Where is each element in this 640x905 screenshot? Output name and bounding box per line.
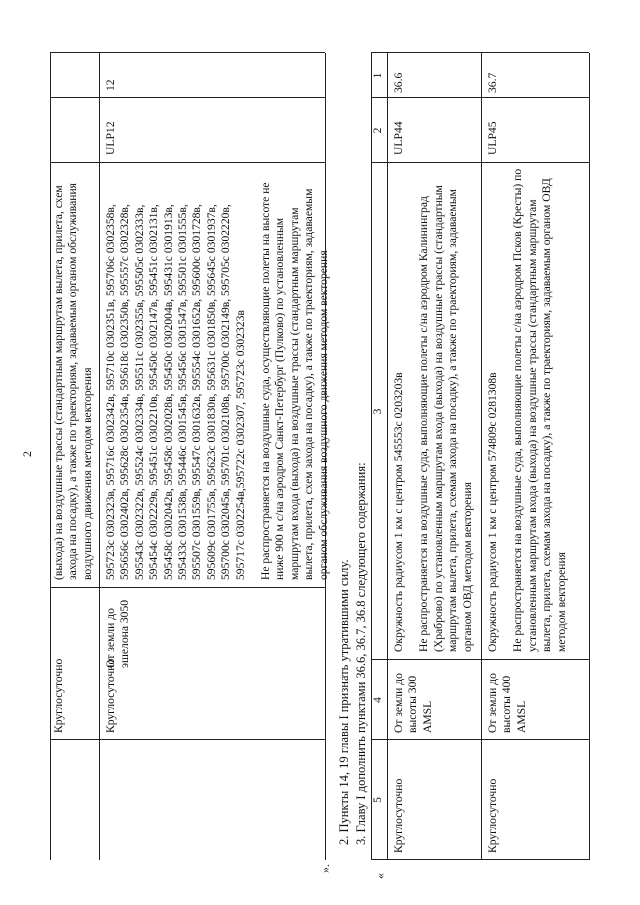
table2-row1-description xyxy=(392,168,475,652)
table1-top-text: (выхода) на воздушные трассы (стандартным маршрутам вылета, прилета, схем захода на посадку), а также по траекториям, задаваемым органом обслуживания воздушного движения методом векторения xyxy=(52,182,94,580)
table2-header-4: 4 xyxy=(372,697,384,703)
table2-row1-circle: Окружность радиусом 1 км с центром 545553c 0203203в xyxy=(392,372,405,652)
table1-coordinates: 595723c 0302323в, 595716c 0302342в, 595710c 0302351в, 595706c 0302358в, 595656c 0302402в, 595628c 0302354в, 595618c 0302350в, 595557c 0302328в, 595543c 0302322в, 595524c 0302334в, 595511c 0302355в, 595505c 0302333в, 595454c 0302229в, 595451c 0302210в, 595450c 0302147в, 595451c 0302131в, 595458c 0302042в, 595458c 0302028в, 595450c 0302004в, 595431c 0301913в, 595433c 0301538в, 595446c 0301545в, 595456c 0301547в, 595501c 0301555в, 595507c 0301559в, 595547c 0301632в, 595554c 0301652в, 595600c 0301728в, 595609c 0301755в, 595623c 0301830в, 595631c 0301850в, 595645c 0301937в, 595700c 0302045в, 595701c 0302108в, 595700c 0302149в, 595705c 0302220в, 595717c 0302254в,595722c 0302307, 595723c 0302323в xyxy=(104,204,247,580)
table2-row1-mode: Круглосуточно xyxy=(392,778,405,853)
table2-header-5: 5 xyxy=(372,797,384,803)
table2-bottom-border xyxy=(589,53,590,860)
table1-row-num: 12 xyxy=(104,79,117,91)
table2-row2-exception: Не распространяется на воздушные суда, выполняющие полеты с/на аэродром Псков (Кресты) по установленным маршрутам входа (выхода) на воздушные трассы (стандартным маршрутам вылета, прилета, схемам захода на посадку), а также по траекториям, задаваемым органом ОВД методом векторения xyxy=(511,168,568,652)
paragraph-2: 2. Пункты 14, 19 главы I признать утратившими силу. xyxy=(337,559,351,845)
page-number: 2 xyxy=(20,451,34,457)
table2-row2-code: ULP45 xyxy=(486,121,499,155)
table1-row-description xyxy=(104,170,331,580)
table1-row-mode: Круглосуточно xyxy=(104,658,117,733)
table2-row2-altitude: От земли до высоты 400 AMSL xyxy=(486,673,528,733)
table2-row1-exception: Не распространяется на воздушные суда, выполняющие полеты с/на аэродром Калининград (Храброво) по установленным маршрутам входа (выхода) на воздушные трассы (стандартным маршрутам вылета, прилета, схемам захода на посадку), а также по траекториям, задаваемым органом ОВД методом векторения xyxy=(417,185,474,652)
table2-header-3: 3 xyxy=(372,408,384,415)
table2-header-2: 2 xyxy=(372,127,384,134)
table1-exception: Не распространяется на воздушные суда, осуществляющие полеты на высоте не ниже 900 м с/на аэродром Санкт-Петербург (Пулково) по установленным маршрутам входа (выхода) на воздушные трассы (стандартным маршрутам вылета, прилета, схем захода на посадку), а также по траекториям, задаваемым органом обслуживания воздушного движения методом векторения xyxy=(259,182,330,580)
table1-top-mode: Круглосуточно xyxy=(52,658,65,733)
table2-row1-num: 36.6 xyxy=(392,72,405,93)
paragraph-3: 3. Главу I дополнить пунктами 36.6, 36.7, 36.8 следующего содержания: xyxy=(354,462,368,845)
table2-row2-description xyxy=(486,168,569,652)
table2-row1-altitude: От земли до высоты 300 AMSL xyxy=(392,673,434,733)
open-quote: « xyxy=(373,873,387,879)
continuation-mark: ». xyxy=(318,864,332,873)
table2-row2-num: 36.7 xyxy=(486,72,499,93)
table2-row2-mode: Круглосуточно xyxy=(486,778,499,853)
table2-row1-code: ULP44 xyxy=(392,121,405,155)
table1-row-altitude: От земли до эшелона 3050 xyxy=(104,599,132,668)
table2-row2-circle: Окружность радиусом 1 км с центром 574809c 0281308в xyxy=(486,372,499,652)
table1-row-code: ULP12 xyxy=(104,121,117,155)
table2-header-1: 1 xyxy=(372,72,384,79)
